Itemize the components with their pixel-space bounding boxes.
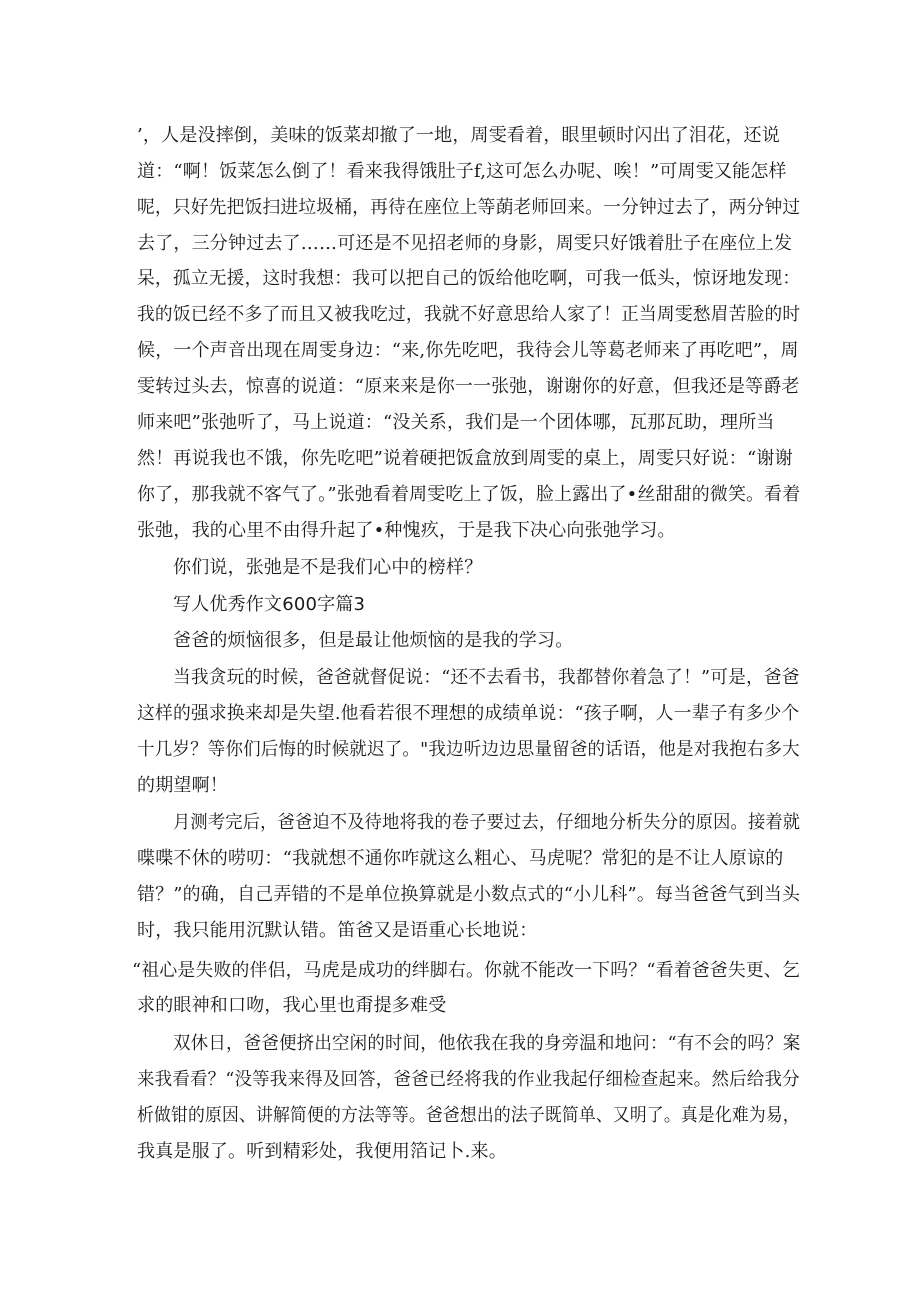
text-line: 当我贪玩的时候，爸爸就督促说：“还不去看书，我都替你着急了！”可是，爸爸 [173,667,800,688]
text-line: 师来吧”张弛听了，马上说道：“没关系，我们是一个团体哪，瓦那瓦助，理所当 [137,412,775,433]
text-line: 张弛，我的心里不由得升起了•种愧疚，于是我下决心向张弛学习。 [137,520,676,541]
text-line: ’，人是没摔倒，美味的饭菜却撤了一地，周雯看着，眼里顿时闪出了泪花，还说 [137,125,780,146]
text-line: 去了，三分钟过去了……可还是不见招老师的身影，周雯只好饿着肚子在座位上发 [137,233,793,254]
section-heading: 写人优秀作文600字篇3 [173,594,366,615]
text-line: 月测考完后，爸爸迫不及待地将我的卷子要过去，仔细地分析失分的原因。接着就 [173,812,801,833]
text-line: “祖心是失败的伴侣，马虎是成功的绊脚右。你就不能改一下吗？“看着爸爸失更、乞 [132,960,801,981]
text-line: 时，我只能用沉默认错。笛爸又是语重心长地说： [137,920,538,941]
text-line: 喋喋不休的唠叨：“我就想不通你咋就这么粗心、马虎呢？常犯的是不让人原谅的 [137,848,784,869]
text-line: 的期望啊！ [137,775,228,796]
text-line: 然！再说我也不饿，你先吃吧”说着硬把饭盒放到周雯的桌上，周雯只好说：“谢谢 [137,448,793,469]
text-line: 十几岁？等你们后悔的时候就迟了。"我边听边边思量留爸的话语，他是对我抱右多大 [137,739,800,760]
text-line: 错？”的确，自己弄错的不是单位换算就是小数点式的“小儿科”。每当爸爸气到当头 [137,884,801,905]
text-line: 求的眼神和口吻，我心里也甭提多难受 [137,995,447,1016]
text-line: 你了，那我就不客气了。”张弛看着周雯吃上了饭，脸上露出了•丝甜甜的微笑。看着 [137,484,801,505]
text-line: 这样的强求换来却是失望.他看若很不理想的成绩单说：“孩子啊，人一辈子有多少个 [137,703,800,724]
text-line: 来我看看？“没等我来得及回答，爸爸已经将我的作业我起仔细检查起来。然后给我分 [137,1069,800,1090]
text-line: 你们说，张弛是不是我们心中的榜样？ [173,557,483,578]
text-line: 呆，孤立无援，这时我想：我可以把自己的饭给他吃啊，可我一低头，惊讶地发现： [137,268,801,289]
text-line: 道：“啊！饭菜怎么倒了！看来我得饿肚子f,这可怎么办呢、唉！”可周雯又能怎样 [137,161,787,182]
text-line: 我的饭已经不多了而且又被我吃过，我就不好意思给人家了！正当周雯愁眉苦脸的时 [137,304,801,325]
text-line: 爸爸的烦恼很多，但是最让他烦恼的是我的学习。 [173,630,574,651]
text-line: 雯转过头去，惊喜的说道：“原来来是你一一张弛，谢谢你的好意，但我还是等爵老 [137,376,800,397]
text-line: 双休日，爸爸便挤出空闲的时间，他依我在我的身旁温和地问：“有不会的吗？案 [173,1033,801,1054]
text-line: 候，一个声音出现在周雯身边：“来,你先吃吧，我待会儿等葛老师来了再吃吧”，周 [137,340,799,361]
text-line: 析做钳的原因、讲解简便的方法等等。爸爸想出的法子既简单、又明了。真是化难为易， [137,1105,800,1126]
text-line: 我真是服了。听到精彩处，我便用箔记卜.来。 [137,1141,507,1162]
text-line: 呢，只好先把饭扫进垃圾桶，再待在座位上等蓢老师回来。一分钟过去了，两分钟过 [137,197,801,218]
